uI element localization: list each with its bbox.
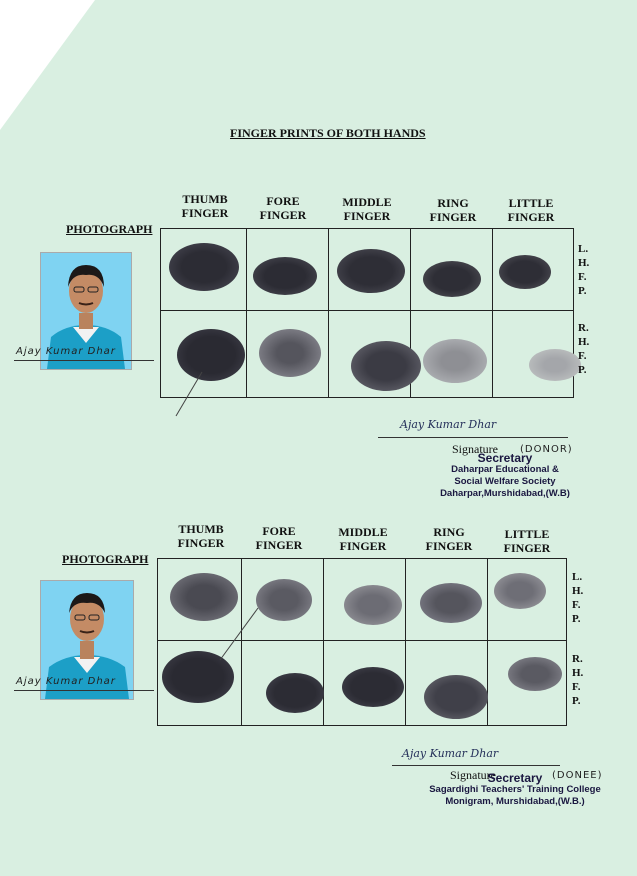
header-thumb (168, 522, 234, 550)
fingerprint (423, 261, 481, 297)
header-middle (326, 525, 400, 553)
header-line: LITTLE (504, 527, 550, 541)
fingerprint (344, 585, 402, 625)
photo-signature: Ajay Kumar Dhar (16, 346, 116, 357)
header-thumb (172, 192, 238, 220)
fingerprint (494, 573, 546, 609)
cell-rh-ring (411, 311, 493, 397)
cell-lh-little (488, 559, 566, 641)
hand-letter: P. (578, 364, 587, 376)
header-line: FINGER (429, 210, 477, 224)
donee-signature-line (392, 765, 560, 766)
hand-letter: F. (572, 599, 581, 611)
header-line: THUMB (178, 522, 224, 536)
donor-signature-line (378, 437, 568, 438)
fingerprint (253, 257, 317, 295)
donor-role: (DONOR) (520, 444, 573, 455)
header-line: FINGER (343, 209, 391, 223)
photo-signature-line (14, 360, 154, 361)
header-line: FORE (262, 524, 296, 538)
header-ring (420, 196, 486, 224)
header-line: FINGER (425, 539, 473, 553)
hand-letter: H. (572, 585, 584, 597)
header-fore (250, 194, 316, 222)
hand-letter: P. (578, 285, 587, 297)
page-title: FINGER PRINTS OF BOTH HANDS (230, 126, 426, 140)
cell-rh-ring (406, 641, 488, 725)
hand-letter: L. (572, 571, 583, 583)
fingerprint (337, 249, 405, 293)
cell-lh-thumb (161, 229, 247, 311)
stamp-line: Daharpar Educational & (451, 464, 559, 475)
donor-stamp (430, 452, 580, 500)
fingerprint (420, 583, 482, 623)
fingerprint (259, 329, 321, 377)
folded-corner (0, 0, 95, 130)
hand-letter: H. (578, 336, 590, 348)
donee-signature-label: Signature (450, 768, 496, 782)
hand-letter: H. (572, 667, 584, 679)
header-little (494, 527, 560, 555)
photograph-label: PHOTOGRAPH (66, 222, 153, 236)
stamp-line: Social Welfare Society (454, 476, 556, 487)
header-line: FINGER (181, 206, 229, 220)
header-line: MIDDLE (338, 525, 388, 539)
donee-role: (DONEE) (552, 770, 603, 781)
header-line: FINGER (503, 541, 551, 555)
hand-letter: F. (578, 271, 587, 283)
fingerprint (529, 349, 581, 381)
donor-signature: Ajay Kumar Dhar (400, 418, 497, 431)
hand-letter: P. (572, 613, 581, 625)
header-line: FORE (266, 194, 300, 208)
fingerprint (423, 339, 487, 383)
cell-rh-middle (329, 311, 411, 397)
rhfp-label (572, 652, 583, 708)
pen-stroke (172, 370, 212, 420)
hand-letter: R. (578, 322, 589, 334)
header-little (498, 196, 564, 224)
donee-signature: Ajay Kumar Dhar (402, 747, 499, 760)
fingerprint-grid-donor (160, 228, 574, 398)
cell-lh-ring (406, 559, 488, 641)
header-line: LITTLE (508, 196, 554, 210)
cell-lh-fore (247, 229, 329, 311)
lhfp-label (578, 242, 589, 298)
hand-letter: H. (578, 257, 590, 269)
donee-stamp (420, 772, 610, 808)
stamp-title: Secretary (487, 771, 543, 785)
donor-signature-label: Signature (452, 442, 498, 456)
header-line: FINGER (507, 210, 555, 224)
fingerprint (508, 657, 562, 691)
stamp-line: Daharpar,Murshidabad,(W.B) (440, 488, 570, 499)
cell-lh-ring (411, 229, 493, 311)
header-line: FINGER (259, 208, 307, 222)
header-ring (416, 525, 482, 553)
header-line: FINGER (339, 539, 387, 553)
cell-rh-fore (247, 311, 329, 397)
header-line: RING (437, 196, 469, 210)
rhfp-label (578, 321, 589, 377)
header-line: FINGER (177, 536, 225, 550)
fingerprint (256, 579, 312, 621)
cell-rh-little (493, 311, 573, 397)
fingerprint (424, 675, 488, 719)
hand-letter: L. (578, 243, 589, 255)
fingerprint (342, 667, 404, 707)
stamp-title: Secretary (477, 451, 533, 465)
photo-signature-line (14, 690, 154, 691)
pen-stroke (214, 604, 264, 664)
lhfp-label (572, 570, 583, 626)
fingerprint (169, 243, 239, 291)
stamp-line: Sagardighi Teachers' Training College (429, 784, 601, 795)
hand-letter: P. (572, 695, 581, 707)
header-line: RING (433, 525, 465, 539)
header-fore (246, 524, 312, 552)
cell-lh-middle (324, 559, 406, 641)
hand-letter: F. (572, 681, 581, 693)
cell-rh-middle (324, 641, 406, 725)
hand-letter: R. (572, 653, 583, 665)
cell-lh-little (493, 229, 573, 311)
header-line: FINGER (255, 538, 303, 552)
photograph-label: PHOTOGRAPH (62, 552, 149, 566)
header-middle (330, 195, 404, 223)
header-line: MIDDLE (342, 195, 392, 209)
hand-letter: F. (578, 350, 587, 362)
photo-signature: Ajay Kumar Dhar (16, 676, 116, 687)
header-line: THUMB (182, 192, 228, 206)
cell-lh-middle (329, 229, 411, 311)
stamp-line: Monigram, Murshidabad,(W.B.) (445, 796, 585, 807)
cell-rh-little (488, 641, 566, 725)
fingerprint (499, 255, 551, 289)
fingerprint (266, 673, 324, 713)
